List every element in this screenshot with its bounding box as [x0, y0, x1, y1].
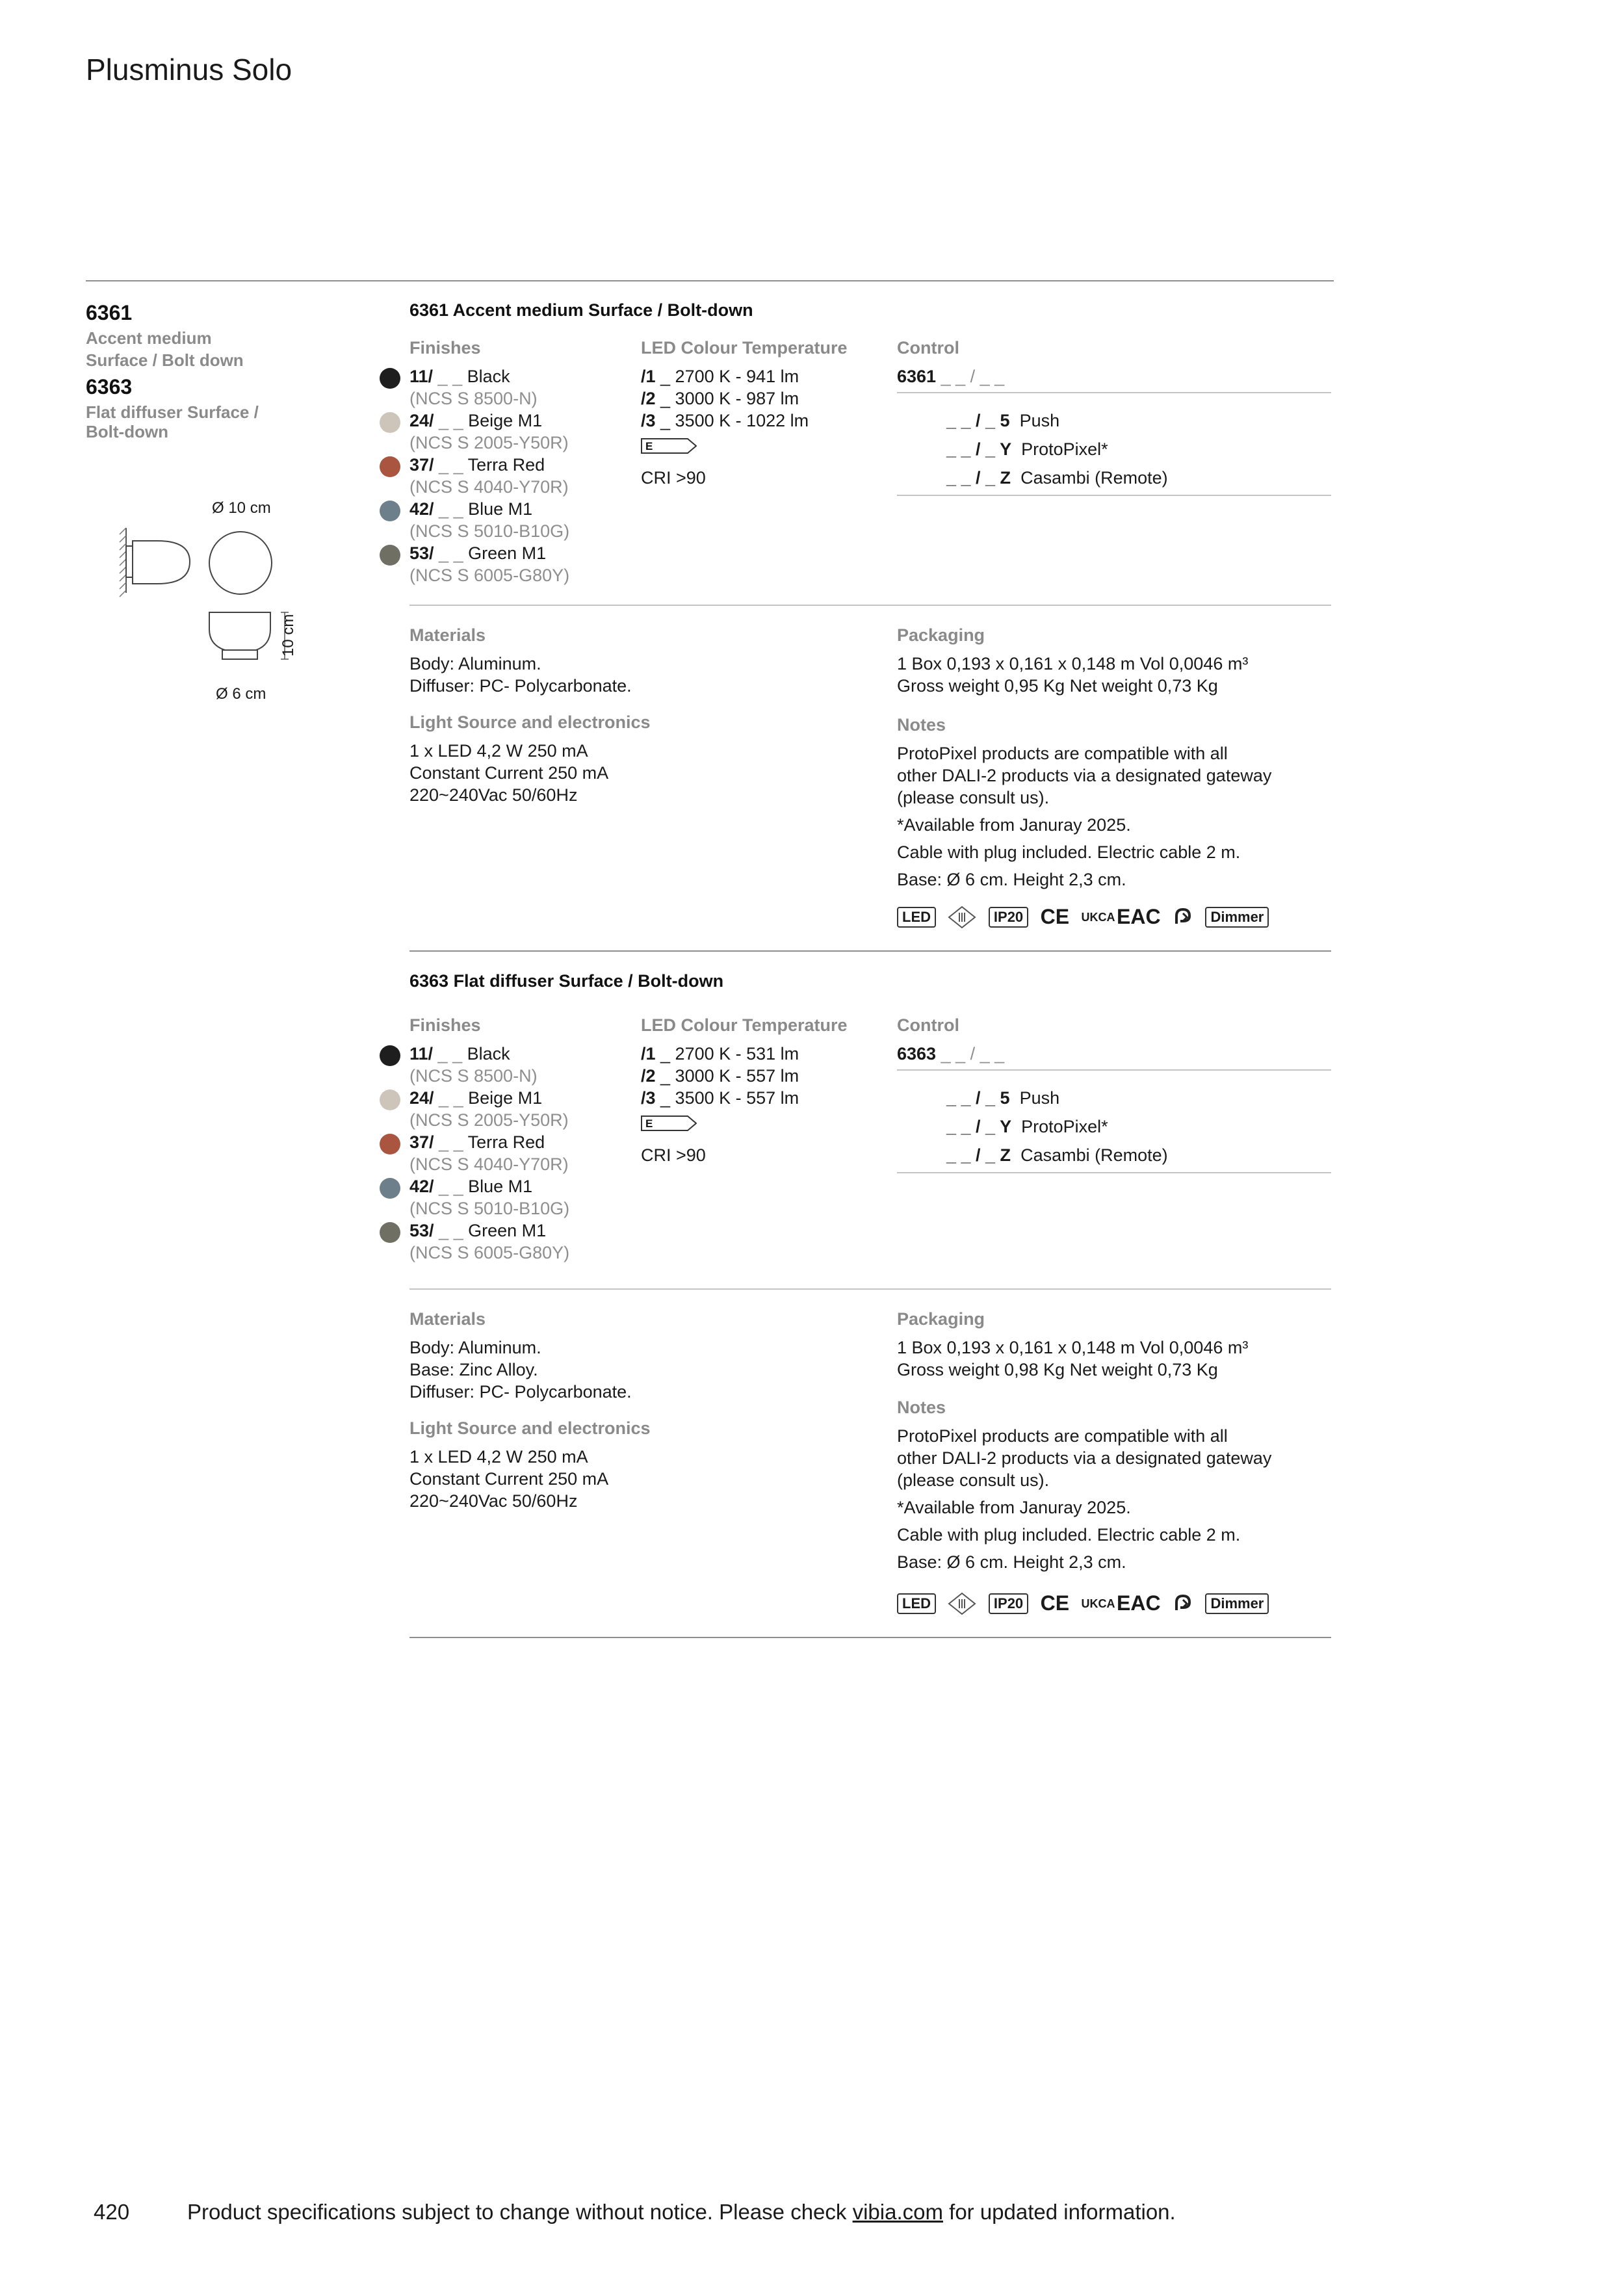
control-divider	[897, 392, 1331, 393]
drawing-diameter-base: Ø 6 cm	[216, 685, 266, 703]
ce-mark-icon: CE	[1040, 905, 1070, 928]
eac-mark-icon: EAC	[1116, 1591, 1161, 1615]
swatch-beige	[380, 1089, 400, 1110]
led-badge-icon: LED	[897, 907, 936, 928]
page-number: 420	[94, 2200, 130, 2224]
notes-line: *Available from Januray 2025.	[897, 815, 1131, 835]
light-line: 1 x LED 4,2 W 250 mA	[409, 1447, 588, 1467]
vibia-link[interactable]: vibia.com	[852, 2200, 943, 2224]
cert-icons	[897, 905, 1278, 929]
packaging-line: 1 Box 0,193 x 0,161 x 0,148 m Vol 0,0046 m³	[897, 654, 1249, 673]
control-label: Control	[897, 338, 959, 358]
sidebar-desc-6361-line1: Accent medium	[86, 328, 212, 348]
swatch-beige	[380, 412, 400, 433]
light-line: 1 x LED 4,2 W 250 mA	[409, 741, 588, 761]
notes-line: ProtoPixel products are compatible with all	[897, 1426, 1228, 1446]
ce-mark-icon: CE	[1040, 1591, 1070, 1615]
finishes-list: 11/ _ _ Black (NCS S 8500-N) 24/ _ _ Beige M1 (NCS S 2005-Y50R) 37/ _ _ Terra Red (NCS S 4040-Y70R) 42/ _ _ Blue M1 (NCS S 5010-B10G) 53/ _ _ Green M1 (NCS S 6005-G80Y)	[380, 365, 627, 586]
led-label: LED Colour Temperature	[641, 1015, 848, 1035]
sidebar-code-6361: 6361	[86, 301, 133, 324]
control-option-casambi: _ _ / _ Z Casambi (Remote)	[946, 1145, 1168, 1165]
eac-mark-icon: EAC	[1116, 905, 1161, 928]
notes-line: ProtoPixel products are compatible with all	[897, 744, 1228, 763]
led-row-3: /3 _ 3500 K - 1022 lm	[641, 411, 809, 430]
led-row-1: /1 _ 2700 K - 941 lm	[641, 367, 799, 386]
notes-line: Base: Ø 6 cm. Height 2,3 cm.	[897, 870, 1126, 889]
finishes-label: Finishes	[409, 1015, 481, 1035]
drawing-height: 10 cm	[279, 614, 297, 657]
control-divider-bottom	[897, 1172, 1331, 1173]
sidebar-desc-6361-line2: Surface / Bolt down	[86, 350, 244, 370]
notes-line: other DALI-2 products via a designated gateway	[897, 766, 1272, 785]
notes-line: Cable with plug included. Electric cable 2 m.	[897, 842, 1241, 862]
packaging-label: Packaging	[897, 1309, 985, 1329]
finishes-list: 11/ _ _ Black (NCS S 8500-N) 24/ _ _ Beige M1 (NCS S 2005-Y50R) 37/ _ _ Terra Red (NCS S 4040-Y70R) 42/ _ _ Blue M1 (NCS S 5010-B10G) 53/ _ _ Green M1 (NCS S 6005-G80Y)	[380, 1043, 627, 1264]
swatch-green	[380, 545, 400, 566]
light-line: 220~240Vac 50/60Hz	[409, 785, 578, 805]
control-option-push: _ _ / _ 5 Push	[946, 1088, 1060, 1108]
control-label: Control	[897, 1015, 959, 1035]
section-title-6363: 6363 Flat diffuser Surface / Bolt-down	[409, 971, 724, 991]
swatch-black	[380, 368, 400, 389]
section-title-6361: 6361 Accent medium Surface / Bolt-down	[409, 300, 753, 320]
light-line: 220~240Vac 50/60Hz	[409, 1491, 578, 1511]
materials-line: Base: Zinc Alloy.	[409, 1360, 538, 1379]
ip20-badge-icon: IP20	[989, 907, 1028, 928]
control-option-push: _ _ / _ 5 Push	[946, 411, 1060, 430]
light-label: Light Source and electronics	[409, 712, 651, 732]
led-badge-icon: LED	[897, 1593, 936, 1614]
driver-icon	[948, 1592, 976, 1615]
light-line: Constant Current 250 mA	[409, 763, 609, 783]
recycle-icon	[1173, 907, 1193, 928]
swatch-blue	[380, 1178, 400, 1199]
notes-line: other DALI-2 products via a designated gateway	[897, 1448, 1272, 1468]
packaging-label: Packaging	[897, 625, 985, 645]
swatch-black	[380, 1045, 400, 1066]
sidebar-code-6363: 6363	[86, 375, 133, 398]
section-separator	[409, 950, 1331, 952]
light-line: Constant Current 250 mA	[409, 1469, 609, 1489]
notes-line: Cable with plug included. Electric cable 2 m.	[897, 1525, 1241, 1545]
notes-label: Notes	[897, 1398, 946, 1417]
energy-class-letter: E	[645, 440, 653, 452]
section-divider	[409, 605, 1331, 606]
control-option-casambi: _ _ / _ Z Casambi (Remote)	[946, 468, 1168, 488]
product-drawing	[117, 494, 331, 715]
materials-line: Diffuser: PC- Polycarbonate.	[409, 676, 632, 696]
dimmer-badge-icon: Dimmer	[1205, 1593, 1269, 1614]
led-row-2: /2 _ 3000 K - 557 lm	[641, 1066, 799, 1086]
dimmer-badge-icon: Dimmer	[1205, 907, 1269, 928]
led-row-1: /1 _ 2700 K - 531 lm	[641, 1044, 799, 1063]
energy-class-letter: E	[645, 1117, 653, 1130]
ukca-mark-icon: UKCA	[1081, 1597, 1115, 1610]
drawing-diameter-top: Ø 10 cm	[212, 499, 271, 517]
swatch-terra-red	[380, 456, 400, 477]
cri-text: CRI >90	[641, 468, 706, 488]
control-divider	[897, 1069, 1331, 1071]
materials-label: Materials	[409, 625, 486, 645]
materials-line: Diffuser: PC- Polycarbonate.	[409, 1382, 632, 1402]
led-row-2: /2 _ 3000 K - 987 lm	[641, 389, 799, 408]
notes-line: (please consult us).	[897, 1470, 1050, 1490]
materials-line: Body: Aluminum.	[409, 654, 541, 673]
swatch-green	[380, 1222, 400, 1243]
ip20-badge-icon: IP20	[989, 1593, 1028, 1614]
light-label: Light Source and electronics	[409, 1418, 651, 1438]
sidebar-desc-6363-line2: Bolt-down	[86, 422, 169, 441]
energy-class-icon	[641, 1115, 697, 1131]
control-divider-bottom	[897, 495, 1331, 496]
materials-line: Body: Aluminum.	[409, 1338, 541, 1357]
section-divider	[409, 1288, 1331, 1290]
control-option-protopixel: _ _ / _ Y ProtoPixel*	[946, 439, 1108, 459]
led-row-3: /3 _ 3500 K - 557 lm	[641, 1088, 799, 1108]
finishes-label: Finishes	[409, 338, 481, 358]
control-code: 6361 _ _ / _ _	[897, 367, 1005, 386]
packaging-line: Gross weight 0,95 Kg Net weight 0,73 Kg	[897, 676, 1218, 696]
sidebar-desc-6363-line1: Flat diffuser Surface /	[86, 402, 259, 422]
cert-icons	[897, 1591, 1278, 1615]
page-title: Plusminus Solo	[86, 53, 292, 86]
section-end-rule	[409, 1637, 1331, 1638]
led-label: LED Colour Temperature	[641, 338, 848, 358]
packaging-line: Gross weight 0,98 Kg Net weight 0,73 Kg	[897, 1360, 1218, 1379]
recycle-icon	[1173, 1593, 1193, 1614]
control-code: 6363 _ _ / _ _	[897, 1044, 1005, 1063]
notes-line: (please consult us).	[897, 788, 1050, 807]
cri-text: CRI >90	[641, 1145, 706, 1165]
packaging-line: 1 Box 0,193 x 0,161 x 0,148 m Vol 0,0046 m³	[897, 1338, 1249, 1357]
control-option-protopixel: _ _ / _ Y ProtoPixel*	[946, 1117, 1108, 1136]
notes-line: Base: Ø 6 cm. Height 2,3 cm.	[897, 1552, 1126, 1572]
energy-class-icon	[641, 438, 697, 454]
notes-label: Notes	[897, 715, 946, 735]
swatch-blue	[380, 501, 400, 521]
swatch-terra-red	[380, 1134, 400, 1155]
footer-disclaimer: Product specifications subject to change without notice. Please check vibia.com for updated information.	[187, 2200, 1176, 2224]
top-divider	[86, 280, 1334, 281]
notes-line: *Available from Januray 2025.	[897, 1498, 1131, 1517]
materials-label: Materials	[409, 1309, 486, 1329]
driver-icon	[948, 906, 976, 929]
ukca-mark-icon: UKCA	[1081, 910, 1115, 924]
